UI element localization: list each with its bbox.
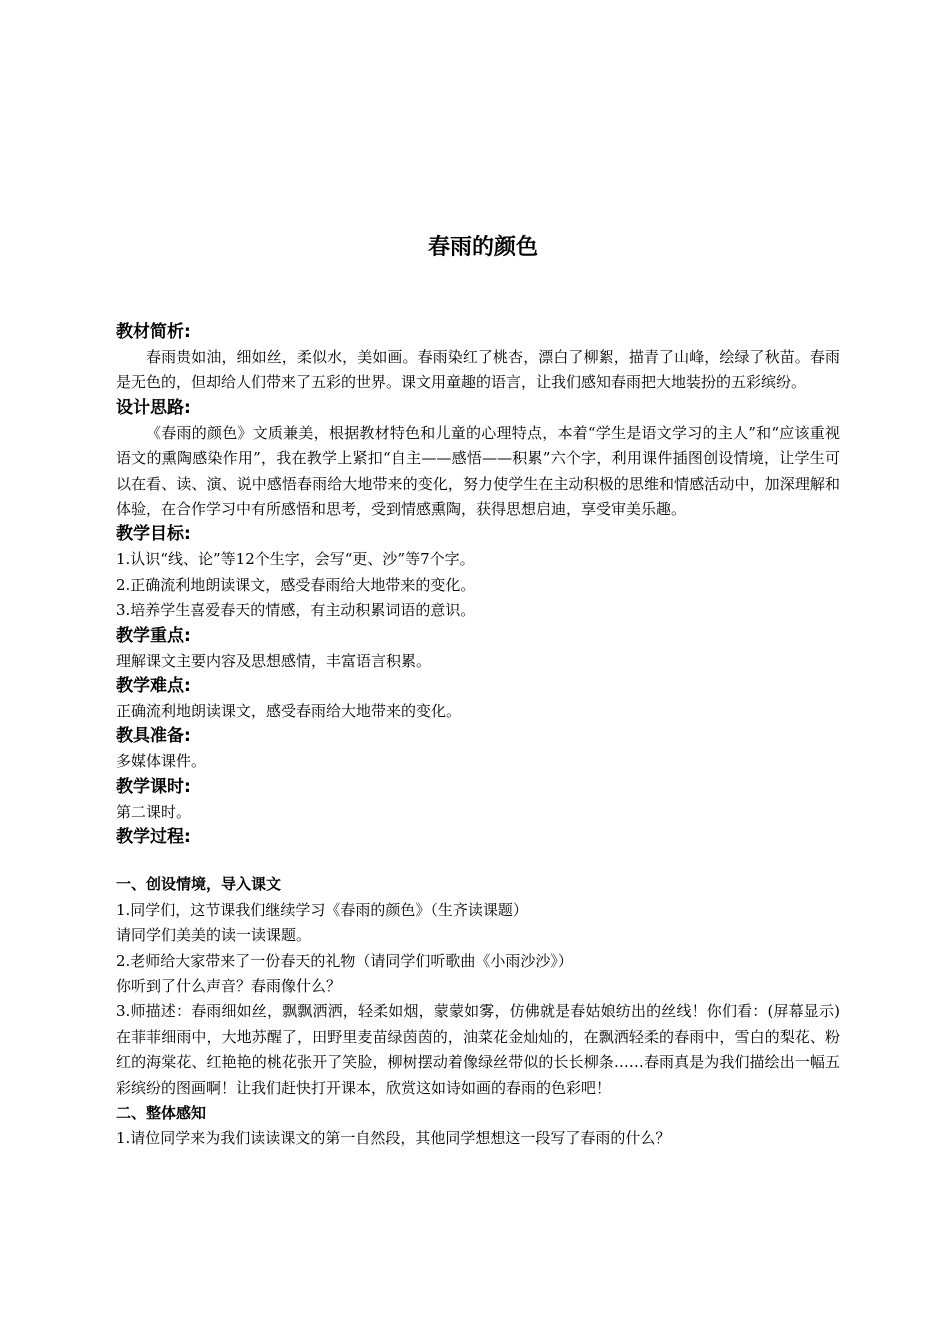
goal-item-1: 1.认识“线、论”等12个生字，会写“更、沙”等7个字。 (116, 550, 475, 569)
section-difficulties (116, 674, 840, 724)
section-periods (116, 775, 840, 825)
step1-line-4: 你听到了什么声音？春雨像什么？ (116, 976, 342, 995)
document-page (116, 232, 840, 1152)
difficulties-text: 正确流利地朗读课文，感受春雨给大地带来的变化。 (116, 702, 462, 721)
section-heading-difficulties: 教学难点: (116, 676, 191, 697)
goal-item-2: 2.正确流利地朗读课文，感受春雨给大地带来的变化。 (116, 575, 476, 594)
section-heading-periods: 教学课时: (116, 776, 191, 797)
section-process (116, 825, 840, 1151)
tools-text: 多媒体课件。 (116, 752, 207, 771)
design-text: 《春雨的颜色》文质兼美，根据教材特色和儿童的心理特点，本着“学生是语文学习的主人”和“应该重视语文的熏陶感染作用”，我在教学上紧扣“自主——感悟——积累”六个字，利用课件插图创设情境，让学生可以在看、读、演、说中感悟春雨给大地带来的变化，努力使学生在主动积极的思维和情感活动中，加深理解和体验，在合作学习中有所感悟和思考，受到情感熏陶，获得思想启迪，享受审美乐趣。 (116, 423, 840, 519)
section-heading-process: 教学过程: (116, 827, 191, 848)
section-goals (116, 522, 840, 623)
section-design (116, 396, 840, 523)
analysis-text: 春雨贵如油，细如丝，柔似水，美如画。春雨染红了桃杏，漂白了柳絮，描青了山峰，绘绿了秋苗。春雨是无色的，但却给人们带来了五彩的世界。课文用童趣的语言，让我们感知春雨把大地装扮的五彩缤纷。 (116, 348, 840, 392)
section-key-points (116, 624, 840, 674)
section-tools (116, 724, 840, 774)
process-step-1 (116, 872, 840, 1101)
section-analysis (116, 320, 840, 396)
step2-line-1: 1.请位同学来为我们读读课文的第一自然段，其他同学想想这一段写了春雨的什么？ (116, 1129, 671, 1148)
key-points-text: 理解课文主要内容及思想感情，丰富语言积累。 (116, 651, 432, 670)
process-step-2 (116, 1101, 840, 1152)
section-heading-goals: 教学目标: (116, 524, 191, 545)
section-heading-key-points: 教学重点: (116, 625, 191, 646)
goal-item-3: 3.培养学生喜爱春天的情感，有主动积累词语的意识。 (116, 601, 476, 620)
step-heading-2: 二、整体感知 (116, 1103, 207, 1122)
document-title: 春雨的颜色 (427, 235, 538, 260)
step1-line-1: 1.同学们，这节课我们继续学习《春雨的颜色》（生齐读课题） (116, 900, 528, 919)
section-heading-design: 设计思路: (116, 397, 191, 418)
section-heading-tools: 教具准备: (116, 726, 191, 747)
step1-line-2: 请同学们美美的读一读课题。 (116, 926, 312, 945)
periods-text: 第二课时。 (116, 802, 192, 821)
step1-line-3: 2.老师给大家带来了一份春天的礼物（请同学们听歌曲《小雨沙沙》） (116, 951, 573, 970)
step1-paragraph: 3.师描述：春雨细如丝，飘飘洒洒，轻柔如烟，蒙蒙如雾，仿佛就是春姑娘纺出的丝线！你们看：(屏幕显示)在菲菲细雨中，大地苏醒了，田野里麦苗绿茵茵的，油菜花金灿灿的，在飘洒轻柔的春雨中，雪白的梨花、粉红的海棠花、红艳艳的桃花张开了笑脸，柳树摆动着像绿丝带似的长长柳条……春雨真是为我们描绘出一幅五彩缤纷的图画啊！让我们赶快打开课本，欣赏这如诗如画的春雨的色彩吧！ (116, 1002, 840, 1097)
step-heading-1: 一、创设情境，导入课文 (116, 875, 282, 894)
section-heading-analysis: 教材简析: (116, 322, 191, 342)
